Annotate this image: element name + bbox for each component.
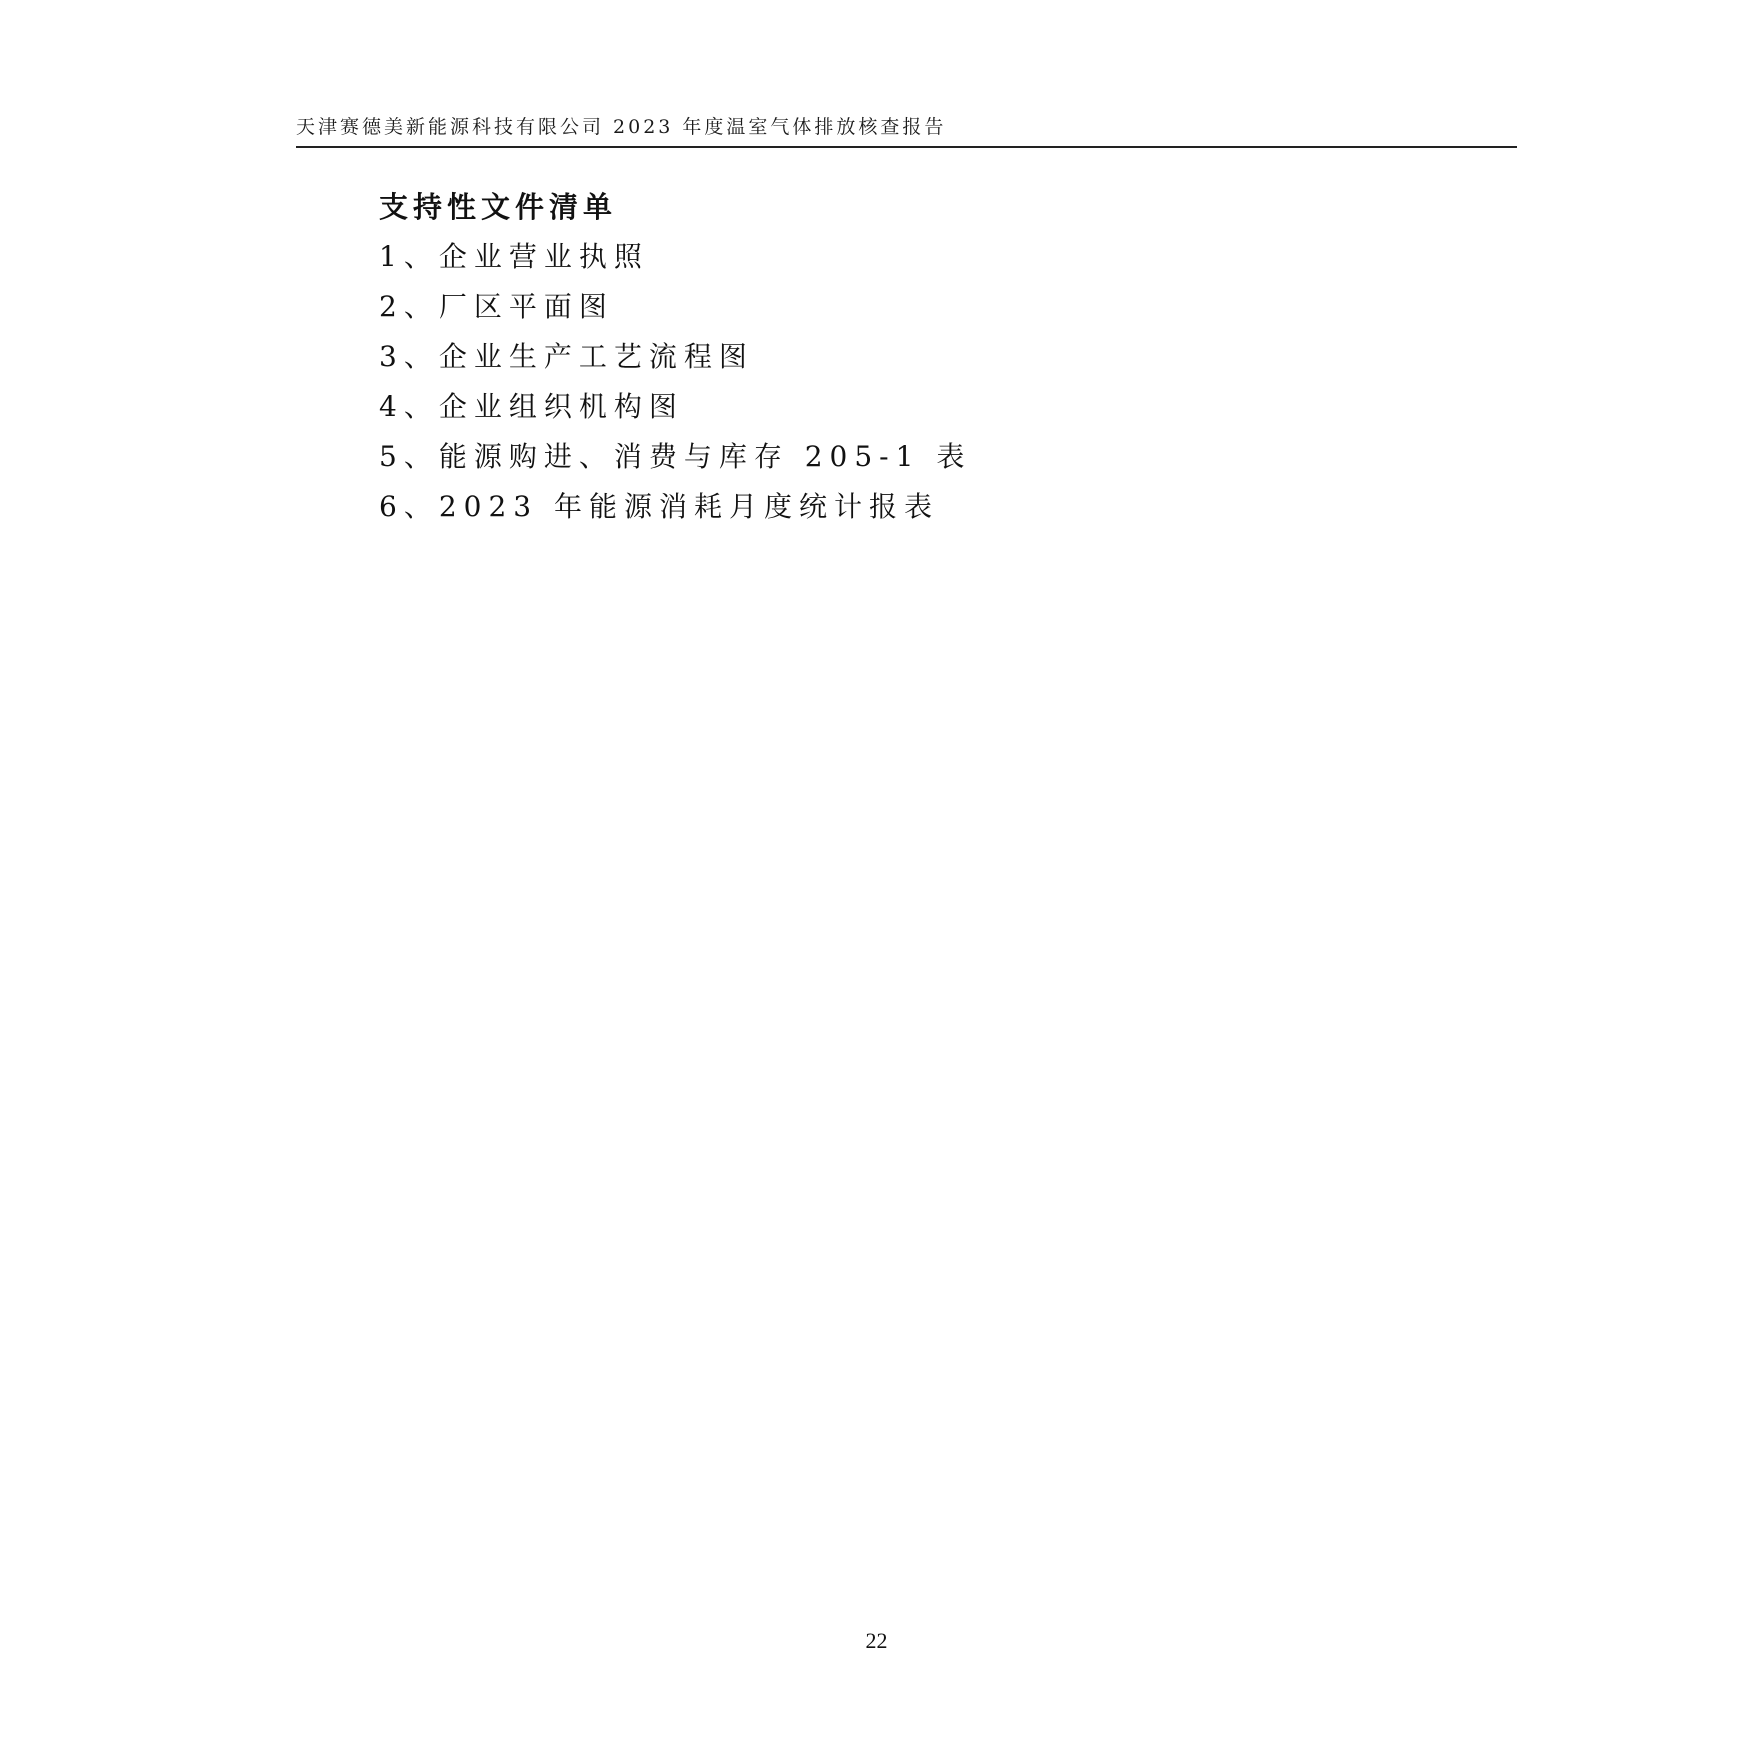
page-header — [296, 106, 1517, 148]
list-item: 1、企业营业执照 — [379, 240, 649, 273]
page-number: 22 — [865, 1628, 888, 1653]
list-item: 5、能源购进、消费与库存 205-1 表 — [379, 440, 972, 473]
list-item: 4、企业组织机构图 — [379, 390, 684, 423]
supporting-documents-list — [379, 232, 1479, 532]
list-item: 3、企业生产工艺流程图 — [379, 340, 754, 373]
header-title: 天津赛德美新能源科技有限公司 2023 年度温室气体排放核查报告 — [296, 116, 947, 138]
list-item: 2、厂区平面图 — [379, 290, 614, 323]
list-item: 6、2023 年能源消耗月度统计报表 — [379, 490, 939, 523]
section-title: 支持性文件清单 — [379, 190, 618, 224]
main-content — [379, 182, 1479, 532]
